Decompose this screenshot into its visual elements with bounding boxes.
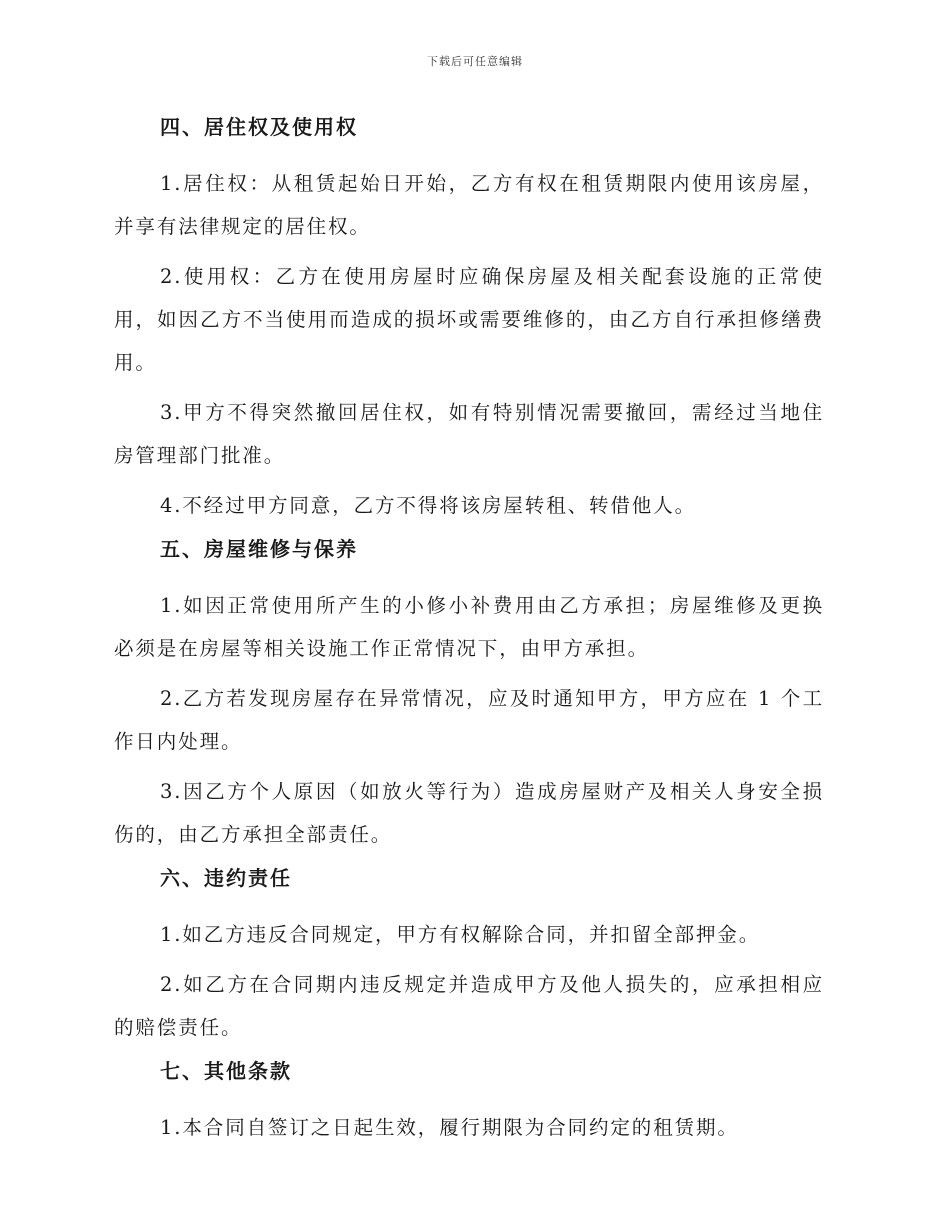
section-breach-liability: [114, 863, 824, 1049]
paragraph: 1.如乙方违反合同规定，甲方有权解除合同，并扣留全部押金。: [160, 923, 761, 946]
paragraph: 4.不经过甲方同意，乙方不得将该房屋转租、转借他人。: [160, 494, 697, 517]
section-other-terms: [114, 1056, 824, 1149]
paragraph: 1.本合同自签订之日起生效，履行期限为合同约定的租赁期。: [160, 1116, 739, 1139]
paragraph: 2.乙方若发现房屋存在异常情况，应及时通知甲方，甲方应在 1 个工作日内处理。: [114, 687, 824, 753]
document-body: [114, 112, 824, 1156]
paragraph: 1.如因正常使用所产生的小修小补费用由乙方承担；房屋维修及更换必须是在房屋等相关设施工作正常情况下，由甲方承担。: [114, 594, 824, 660]
section-title: 六、违约责任: [160, 866, 292, 890]
section-title: 七、其他条款: [160, 1059, 292, 1083]
paragraph: 3.因乙方个人原因（如放火等行为）造成房屋财产及相关人身安全损伤的，由乙方承担全部责任。: [114, 780, 824, 846]
paragraph: 1.居住权：从租赁起始日开始，乙方有权在租赁期限内使用该房屋，并享有法律规定的居住权。: [114, 172, 824, 238]
section-residence-rights: [114, 112, 824, 527]
section-title: 五、房屋维修与保养: [160, 537, 358, 561]
page-header: 下载后可任意编辑: [427, 55, 523, 68]
paragraph: 2.使用权：乙方在使用房屋时应确保房屋及相关配套设施的正常使用，如因乙方不当使用而造成的损坏或需要维修的，由乙方自行承担修缮费用。: [114, 265, 824, 374]
paragraph: 2.如乙方在合同期内违反规定并造成甲方及他人损失的，应承担相应的赔偿责任。: [114, 973, 824, 1039]
paragraph: 3.甲方不得突然撤回居住权，如有特别情况需要撤回，需经过当地住房管理部门批准。: [114, 401, 824, 467]
section-title: 四、居住权及使用权: [160, 115, 358, 139]
section-maintenance: [114, 534, 824, 856]
